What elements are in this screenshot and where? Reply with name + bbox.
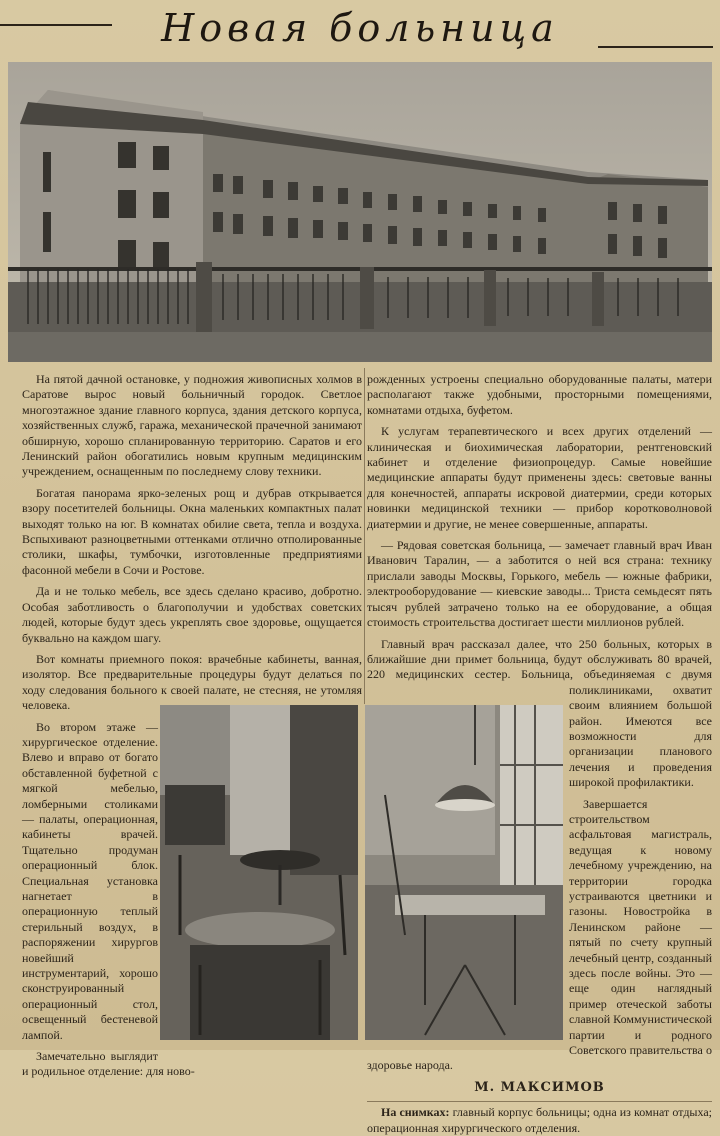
paragraph: — Рядовая советская больница, — замечает главный врач Иван Иванович Таралин, — а заботится о ней вся страна: технику прислали заводы Москвы, Горького, мебель — южные фабрики, электрооборудование — киевские заводы... Триста семьдесят пять тысяч рублей затрачено только на ее оборудование, а общая стоимость строительства достигает шести миллионов рублей. bbox=[367, 538, 712, 630]
paragraph: Богатая панорама ярко-зеленых рощ и дубрав открывается взору посетителей больницы. Окна маленьких компактных палат выходят только на юг. В комнатах обилие света, тепла и воздуха. Вспыхивают разноцветными оттенками отлично отполированные столики, шкафы, тумбочки, изготовленные предприятиями фасонной мебели в Сочи и Ростове. bbox=[22, 485, 362, 577]
article-right-column bbox=[367, 372, 712, 1135]
article-left-column bbox=[22, 372, 362, 1079]
paragraph: К услугам терапевтического и всех других отделений — клиническая и биохимическая лаборатории, рентгеновский кабинет и отделение физиопроцедур. Самые новейшие медицинские аппараты будут применены здесь: световые ванны для конечностей, аппараты искровой диатермии, среди которых новинки медицинской техники — прибор коротковолновой диатермии и другие, не менее совершенные, аппараты. bbox=[367, 424, 712, 531]
paragraph: Замечательно выглядит и родильное отделение: для ново- bbox=[22, 1049, 195, 1079]
paragraph: Главный врач рассказал далее, что 250 больных, которых в ближайшие дни примет больница, будут обслуживать 80 врачей, 220 медицинских сестер. Больница, объединяемая с двумя поликлиниками, охватит своим влиянием большой район. Имеются все возможности для организации планового лечения и проведения широкой профилактики. bbox=[367, 636, 712, 790]
paragraph: Да и не только мебель, все здесь сделано красиво, добротно. Особая заботливость о благополучии и удобствах советских людей, которые будут здесь укреплять свое здоровье, ощущается буквально на каждом шагу. bbox=[22, 584, 362, 645]
paragraph: Завершается строительством асфальтовая магистраль, ведущая к новому лечебному учреждению, на территории городка устраиваются цветники и газоны. Новостройка в Ленинском районе — пятый по счету крупный лечебный центр, созданный здесь после войны. Это — еще один наглядный пример отеческой заботы славной Коммунистической партии и родного Советского правительства о здоровье народа. bbox=[367, 796, 712, 1073]
paragraph: Во втором этаже — хирургическое отделение. Влево и вправо от богато обставленной буфетной с мягкой мебелью, ломберными столиками — палаты, операционная, кабинеты врачей. Тщательно продуман операционный блок. Специальная установка нагнетает в операционную теплый стерильный воздух, в распоряжении хирургов новейший инструментарий, хорошо сконструированный операционный стол, освещенный бестеневой лампой. bbox=[22, 719, 158, 1042]
author-signature: М. МАКСИМОВ bbox=[474, 1079, 605, 1095]
photo-hospital-main-building bbox=[8, 62, 712, 362]
column-divider bbox=[364, 368, 365, 704]
photo-caption bbox=[367, 1101, 712, 1136]
caption-text: главный корпус больницы; одна из комнат отдыха; операционная хирургического отделения. bbox=[367, 1105, 712, 1135]
caption-lead: На снимках: bbox=[381, 1105, 450, 1120]
paragraph: Вот комнаты приемного покоя: врачебные кабинеты, ванная, изолятор. Все предварительные процедуры будут делаться по ходу следования больного к своей палате, не стесняя, не утомляя человека. bbox=[22, 651, 362, 713]
paragraph: рожденных устроены специально оборудованные палаты, матери располагают также удобными, просторными помещениями, комнатами отдыха, буфетом. bbox=[367, 372, 712, 417]
headline: Новая больница bbox=[161, 6, 559, 50]
paragraph: На пятой дачной остановке, у подножия живописных холмов в Саратове вырос новый больничный городок. Светлое многоэтажное здание главного корпуса, здания детского корпуса, хозяйственных служб, гаража, механической прачечной занимают обширную, хорошо спланированную территорию. Саратов и его Ленинский район обогатились новым крупным медицинским учреждением, оснащенным по последнему слову техники. bbox=[22, 372, 362, 479]
